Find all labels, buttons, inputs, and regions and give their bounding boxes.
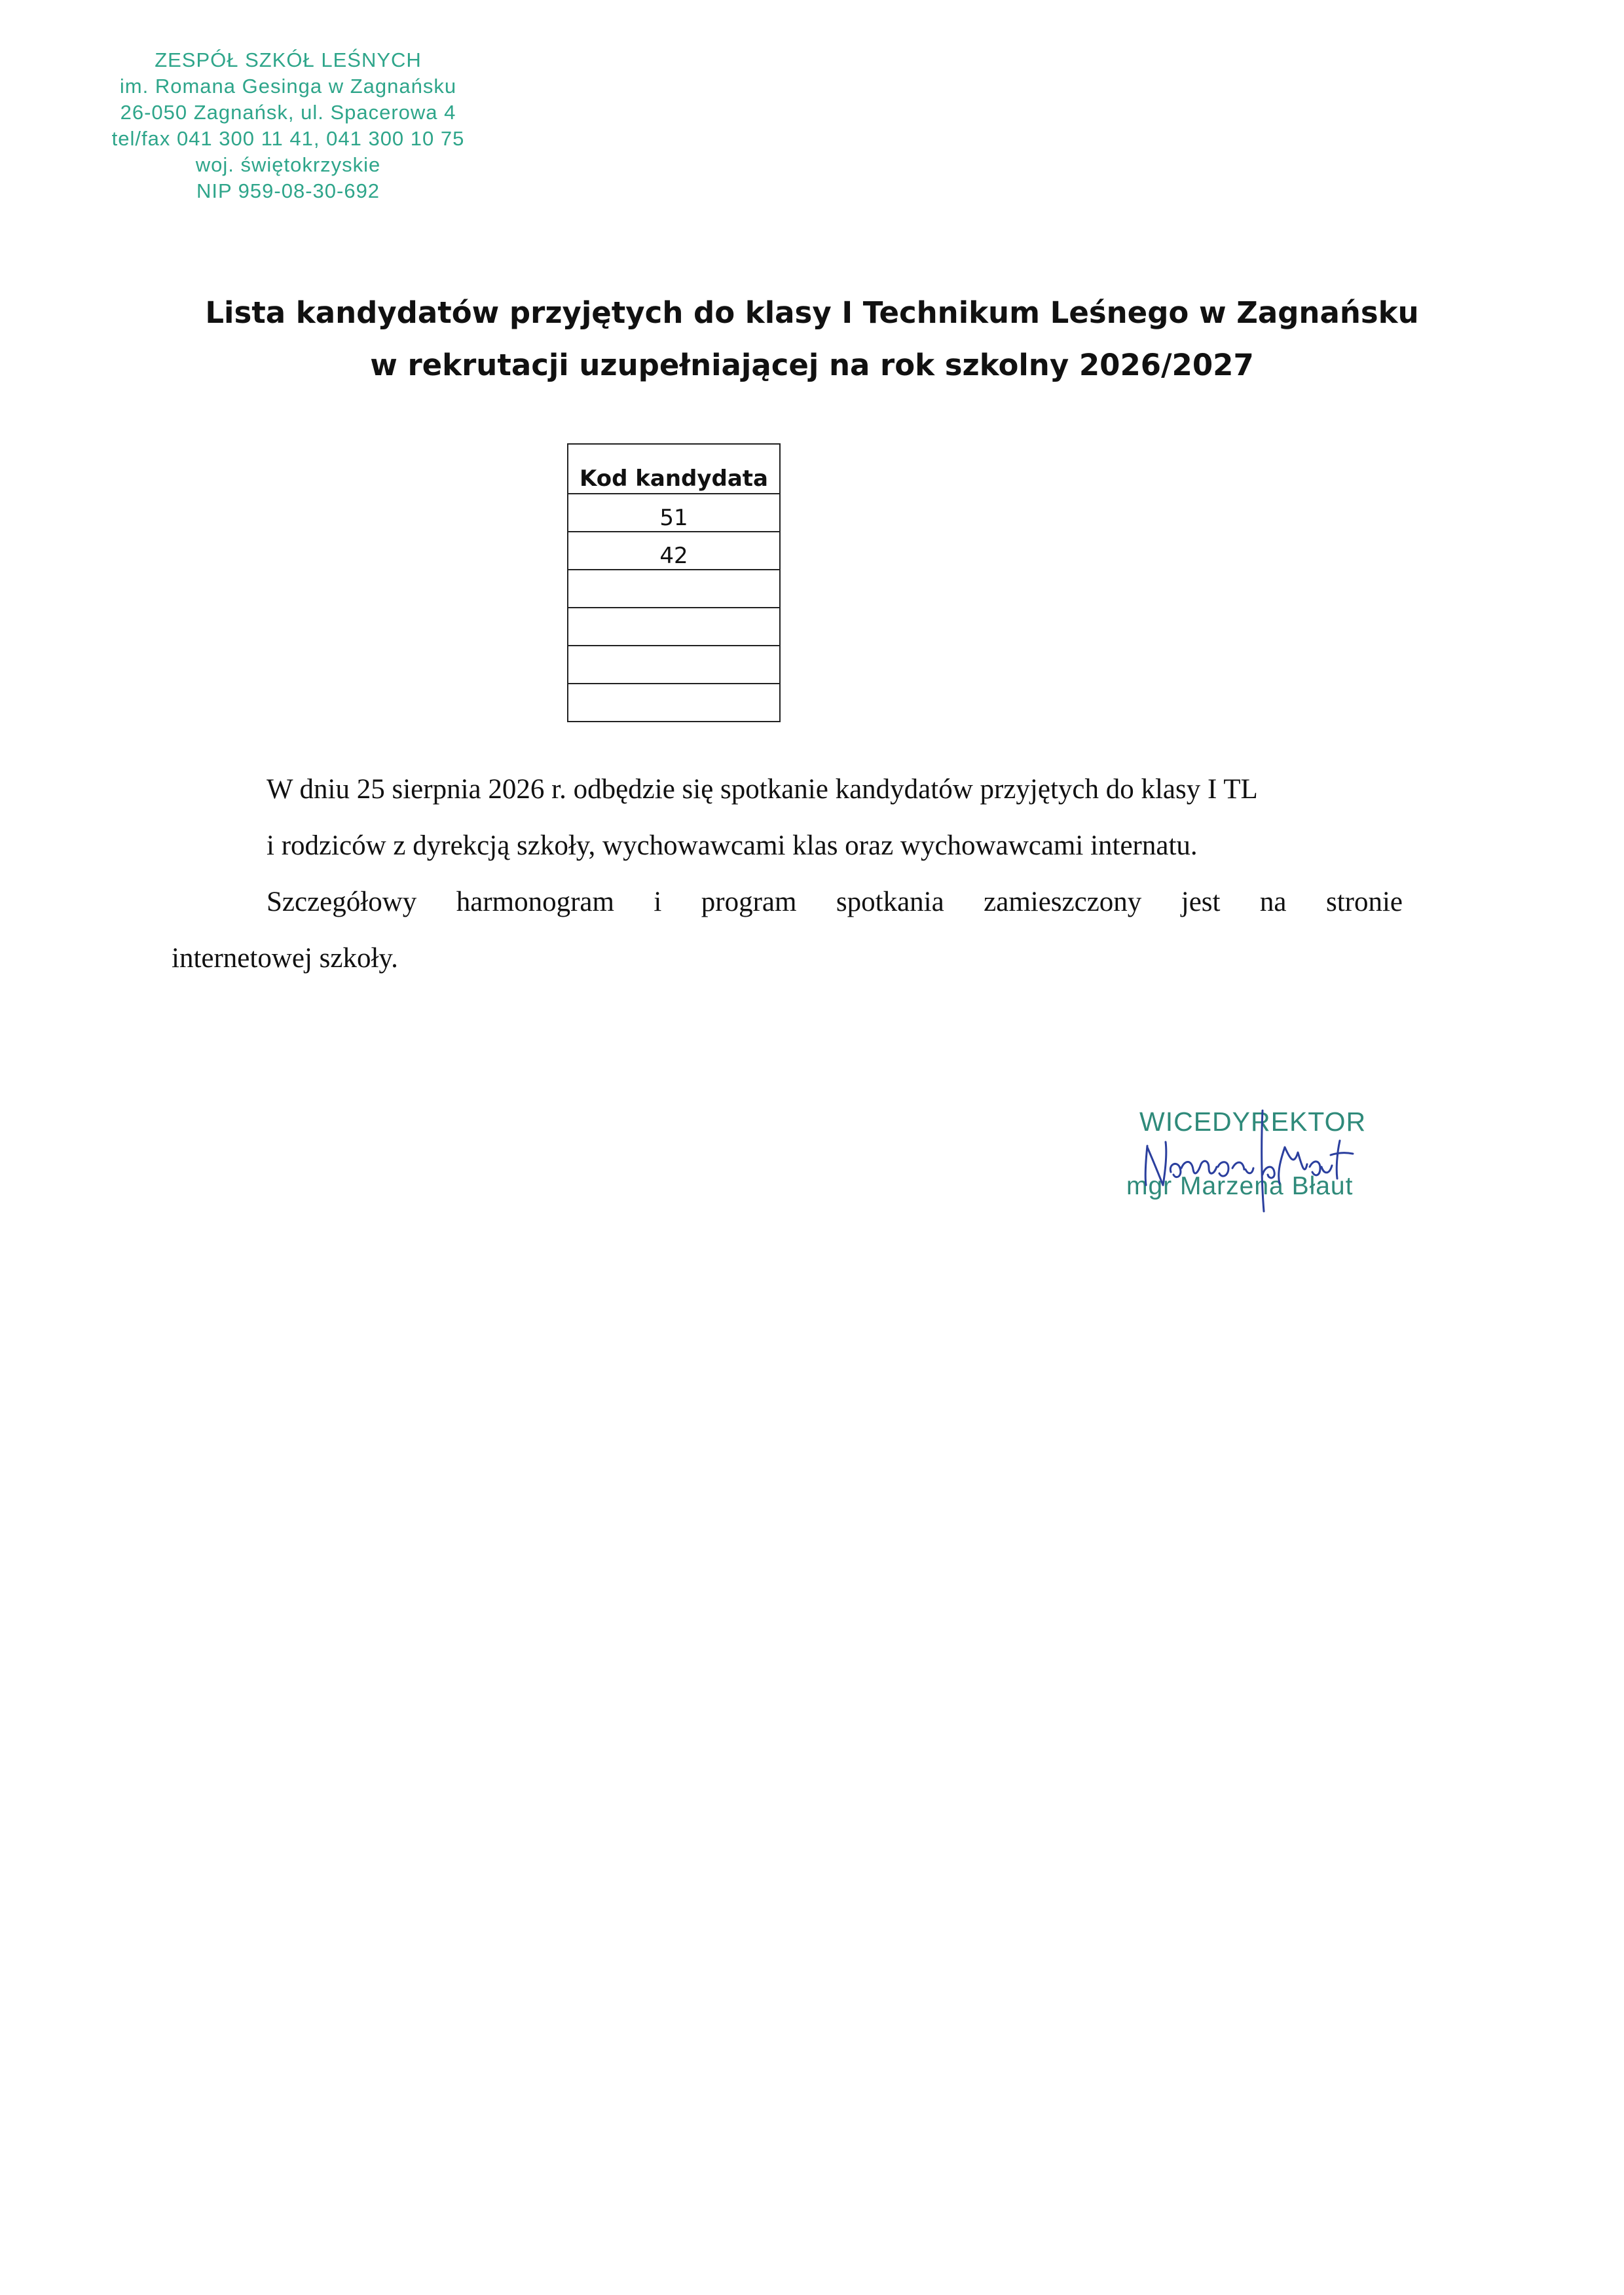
body-text bbox=[172, 762, 1403, 987]
table-row bbox=[568, 608, 780, 646]
schedule-paragraph-end bbox=[172, 930, 1403, 987]
handwritten-signature bbox=[1113, 1087, 1414, 1218]
table-cell bbox=[568, 646, 780, 684]
schedule-paragraph bbox=[172, 874, 1403, 930]
stamp-line-patron: im. Romana Gesinga w Zagnańsku bbox=[119, 75, 457, 98]
table-header-row bbox=[568, 444, 780, 494]
table-row bbox=[568, 570, 780, 608]
meeting-line-1: W dniu 25 sierpnia 2026 r. odbędzie się spotkanie kandydatów przyjętych do klasy I TL bbox=[267, 774, 1258, 805]
table-row bbox=[568, 646, 780, 684]
table-cell: 42 bbox=[568, 532, 780, 570]
meeting-line-2: i rodziców z dyrekcją szkoły, wychowawcami klas oraz wychowawcami internatu. bbox=[267, 830, 1198, 861]
stamp-line-address: 26-050 Zagnańsk, ul. Spacerowa 4 bbox=[120, 101, 456, 124]
document-title bbox=[131, 287, 1493, 392]
title-line-1: Lista kandydatów przyjętych do klasy I Technikum Leśnego w Zagnańsku bbox=[205, 295, 1419, 330]
meeting-paragraph bbox=[172, 762, 1403, 874]
column-header-candidate-code: Kod kandydata bbox=[568, 444, 780, 494]
schedule-line-1: Szczegółowy harmonogram i program spotkania zamieszczony jest na stronie bbox=[267, 887, 1403, 917]
school-stamp bbox=[79, 47, 498, 204]
schedule-line-2: internetowej szkoły. bbox=[172, 943, 398, 974]
stamp-line-phone: tel/fax 041 300 11 41, 041 300 10 75 bbox=[111, 127, 465, 150]
table-row bbox=[568, 684, 780, 722]
table-cell bbox=[568, 608, 780, 646]
signature-role: WICEDYREKTOR bbox=[1139, 1107, 1367, 1137]
candidate-codes-table bbox=[567, 443, 781, 722]
title-line-2: w rekrutacji uzupełniającej na rok szkolny 2026/2027 bbox=[370, 348, 1254, 382]
table-cell bbox=[568, 684, 780, 722]
table-cell: 51 bbox=[568, 494, 780, 532]
table-row bbox=[568, 494, 780, 532]
stamp-line-school-name: ZESPÓŁ SZKÓŁ LEŚNYCH bbox=[155, 48, 422, 71]
stamp-line-voivodeship: woj. świętokrzyskie bbox=[195, 153, 381, 176]
signature-name: mgr Marzena Błaut bbox=[1126, 1172, 1354, 1200]
signature-block bbox=[1113, 1087, 1414, 1218]
table-row bbox=[568, 532, 780, 570]
table-cell bbox=[568, 570, 780, 608]
stamp-line-nip: NIP 959-08-30-692 bbox=[196, 179, 380, 202]
